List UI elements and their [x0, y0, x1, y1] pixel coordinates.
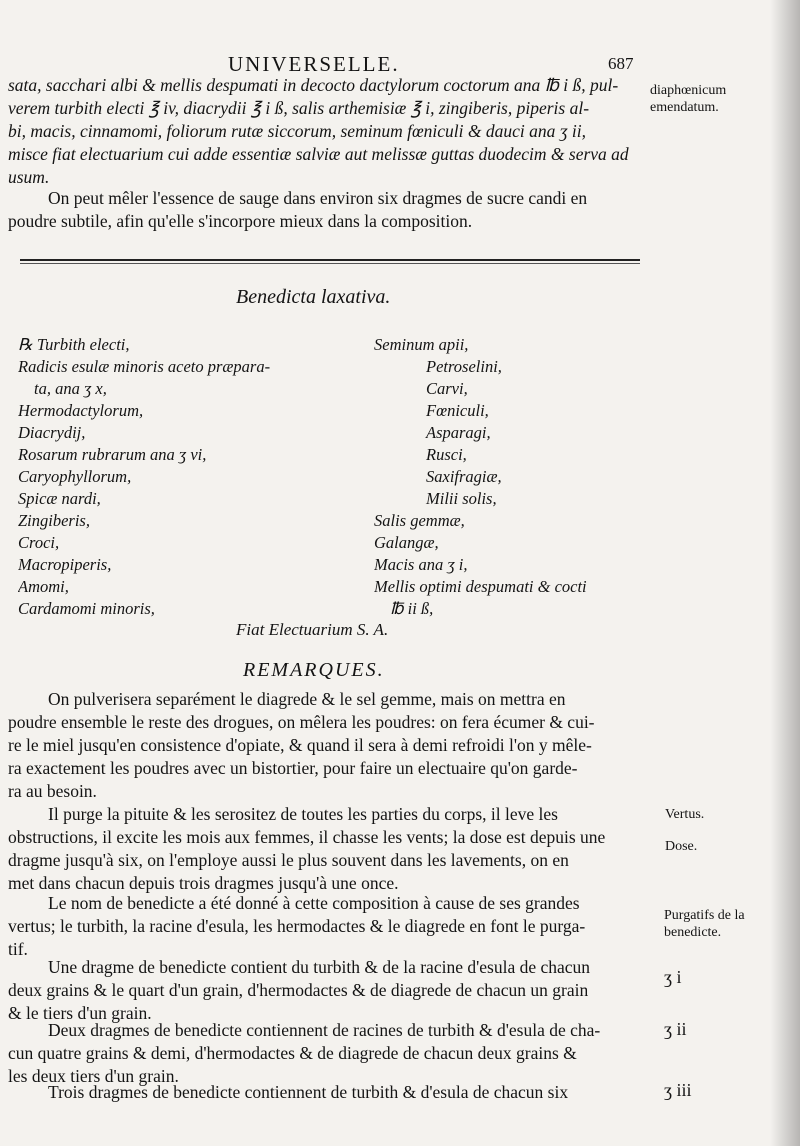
ingredient-line: Croci,	[18, 533, 60, 552]
ingredients-left-column	[18, 334, 270, 620]
ingredient-line: Mellis optimi despumati & cocti	[374, 577, 587, 596]
text-line: ra exactement les poudres avec un bistortier, pour faire un electuaire qu'on garde-	[8, 758, 578, 778]
text-line: verem turbith electi ℥ iv, diacrydii ℥ i ß, salis arthemisiæ ℥ i, zingiberis, piperis al-	[8, 98, 590, 118]
ingredient-line: Rosarum rubrarum ana ʒ vi,	[18, 445, 207, 464]
intro-french-text	[8, 187, 653, 233]
margin-note-dose: Dose.	[665, 839, 698, 854]
text-line: dragme jusqu'à six, on l'employe aussi le plus souvent dans les lavements, on en	[8, 850, 569, 870]
text-line: met dans chacun depuis trois dragmes jusqu'à une once.	[8, 873, 399, 893]
margin-dose-two: ʒ ii	[664, 1019, 687, 1039]
text-line: vertus; le turbith, la racine d'esula, les hermodactes & le diagrede en font le purga-	[8, 916, 586, 936]
text-line: poudre ensemble le reste des drogues, on mêlera les poudres: on fera écumer & cui-	[8, 712, 595, 732]
ingredient-line: Diacrydij,	[18, 423, 86, 442]
text-line: sata, sacchari albi & mellis despumati in decocto dactylorum coctorum ana ℔ i ß, pul-	[8, 75, 619, 95]
ingredient-line: Saxifragiæ,	[426, 467, 502, 486]
remarques-heading: REMARQUES.	[243, 659, 385, 681]
text-line: deux grains & le quart d'un grain, d'hermodactes & de diagrede de chacun un grain	[8, 980, 589, 1000]
recipe-closing: Fiat Electuarium S. A.	[236, 620, 389, 639]
margin-note-line: emendatum.	[650, 100, 719, 115]
section-rule-thin	[20, 263, 640, 264]
ingredient-line: Amomi,	[18, 577, 69, 596]
running-head: UNIVERSELLE.	[228, 52, 400, 76]
ingredient-line: Caryophyllorum,	[18, 467, 132, 486]
text-line: Une dragme de benedicte contient du turbith & de la racine d'esula de chacun	[48, 957, 591, 977]
text-line: & le tiers d'un grain.	[8, 1003, 152, 1023]
intro-latin-text	[8, 74, 653, 189]
text-line: misce fiat electuarium cui adde essentiæ salviæ aut melissæ guttas duodecim & serva ad	[8, 144, 629, 164]
ingredient-line: Rusci,	[426, 445, 467, 464]
margin-note-vertus: Vertus.	[665, 807, 705, 822]
ingredient-line: Galangæ,	[374, 533, 439, 552]
text-line: ra au besoin.	[8, 781, 97, 801]
ingredient-line: Macis ana ʒ i,	[374, 555, 468, 574]
text-line: poudre subtile, afin qu'elle s'incorpore mieux dans la composition.	[8, 211, 473, 231]
section-rule	[20, 259, 640, 261]
ingredient-line: Macropiperis,	[18, 555, 112, 574]
recipe-title: Benedicta laxativa.	[236, 286, 391, 308]
ingredient-line: Milii solis,	[426, 489, 497, 508]
margin-note-line: Purgatifs de la	[664, 908, 745, 923]
remarques-paragraph-2	[8, 803, 653, 895]
margin-dose-three: ʒ iii	[664, 1080, 692, 1100]
text-line: Le nom de benedicte a été donné à cette composition à cause de ses grandes	[48, 893, 580, 913]
ingredient-line: ℔ ii ß,	[390, 599, 434, 618]
ingredient-line: Petroselini,	[426, 357, 502, 376]
remarques-paragraph-3	[8, 892, 653, 961]
margin-note-purgatifs	[664, 907, 745, 941]
remarques-paragraph-6	[8, 1081, 653, 1104]
text-line: tif.	[8, 939, 28, 959]
ingredient-line: Seminum apii,	[374, 335, 469, 354]
text-line: cun quatre grains & demi, d'hermodactes & de diagrede de chacun deux grains &	[8, 1043, 577, 1063]
text-line: usum.	[8, 167, 50, 187]
margin-note-line: benedicte.	[664, 925, 722, 940]
ingredient-line: Zingiberis,	[18, 511, 90, 530]
remarques-paragraph-1	[8, 688, 653, 803]
page-number: 687	[608, 54, 634, 73]
ingredient-line: ℞ Turbith electi,	[18, 335, 130, 354]
text-line: les deux tiers d'un grain.	[8, 1066, 179, 1086]
ingredient-line: Fœniculi,	[426, 401, 489, 420]
text-line: On peut mêler l'essence de sauge dans environ six dragmes de sucre candi en	[48, 188, 588, 208]
margin-note-line: diaphœnicum	[650, 83, 727, 98]
ingredient-line: Carvi,	[426, 379, 468, 398]
text-line: bi, macis, cinnamomi, foliorum rutæ siccorum, seminum fœniculi & dauci ana ʒ ii,	[8, 121, 586, 141]
margin-note-diaphoenicum	[650, 82, 726, 116]
ingredient-line: Spicæ nardi,	[18, 489, 101, 508]
text-line: Il purge la pituite & les serositez de toutes les parties du corps, il leve les	[48, 804, 558, 824]
ingredient-line: Asparagi,	[426, 423, 491, 442]
text-line: Trois dragmes de benedicte contiennent de turbith & d'esula de chacun six	[48, 1082, 569, 1102]
remarques-paragraph-4	[8, 956, 653, 1025]
ingredients-right-column	[374, 334, 587, 620]
ingredient-line: Hermodactylorum,	[18, 401, 144, 420]
ingredient-line: ta, ana ʒ x,	[34, 379, 107, 398]
ingredient-line: Cardamomi minoris,	[18, 599, 155, 618]
page-edge-shadow	[770, 0, 800, 1146]
text-line: Deux dragmes de benedicte contiennent de racines de turbith & d'esula de cha-	[48, 1020, 601, 1040]
remarques-paragraph-5	[8, 1019, 653, 1088]
margin-dose-one: ʒ i	[664, 967, 682, 987]
ingredient-line: Salis gemmæ,	[374, 511, 465, 530]
ingredient-line: Radicis esulæ minoris aceto præpara-	[18, 357, 271, 376]
text-line: re le miel jusqu'en consistence d'opiate, & quand il sera à demi refroidi l'on y mêle-	[8, 735, 592, 755]
text-line: obstructions, il excite les mois aux femmes, il chasse les vents; la dose est depuis une	[8, 827, 606, 847]
text-line: On pulverisera separément le diagrede & le sel gemme, mais on mettra en	[48, 689, 566, 709]
